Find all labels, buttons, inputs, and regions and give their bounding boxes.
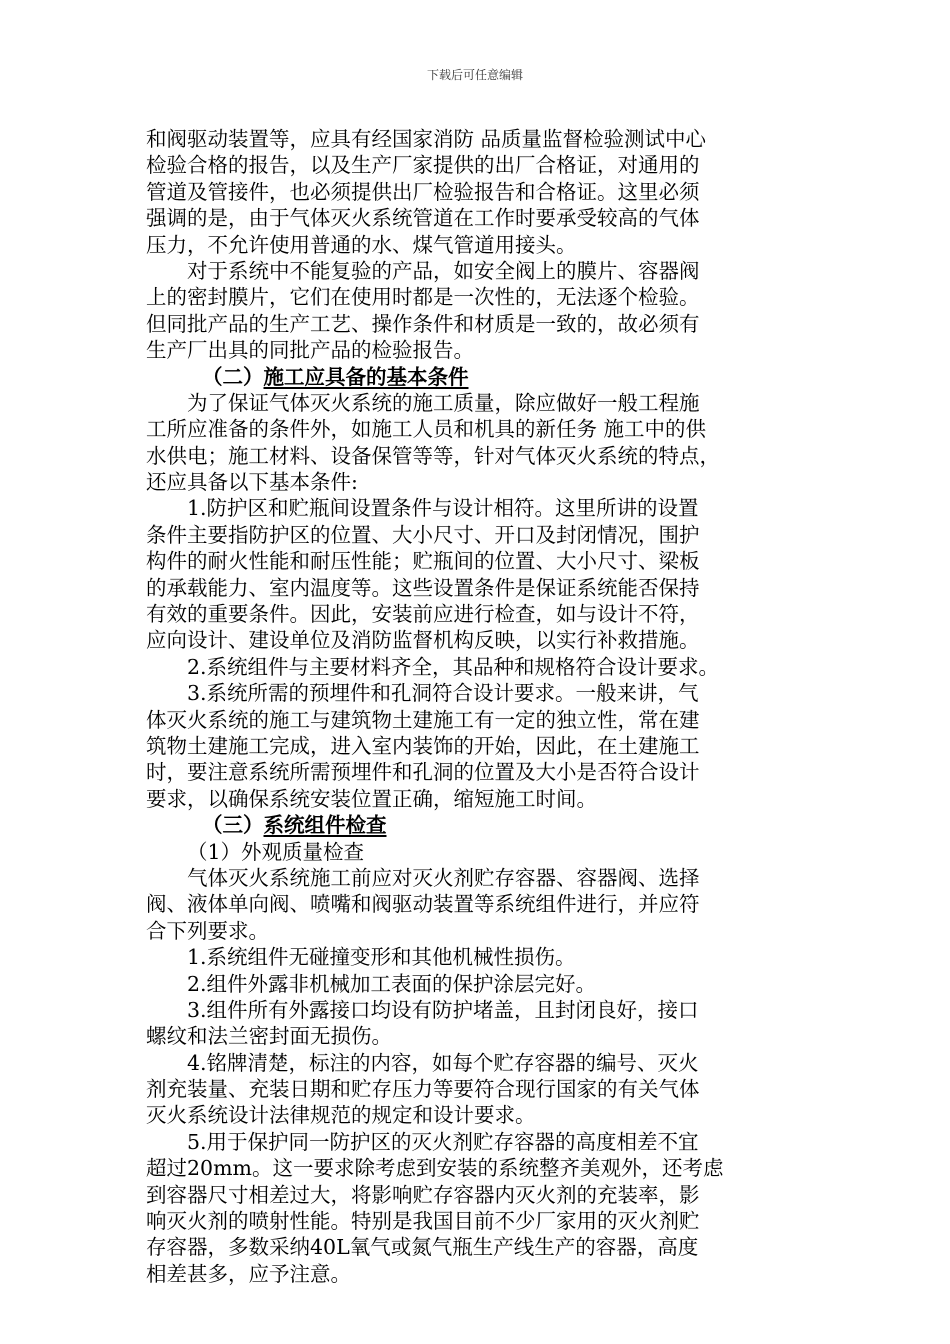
text-line: 5.用于保护同一防护区的灭火剂贮存容器的高度相差不宜 [187,1129,699,1154]
text-line: 对于系统中不能复验的产品，如安全阀上的膜片、容器阀 [187,258,700,283]
section-number: （二） [202,364,264,389]
text-line: 压力，不允许使用普通的水、煤气管道用接头。 [146,232,577,257]
text-line: 和阀驱动装置等，应具有经国家消防 品质量监督检验测试中心 [146,127,707,151]
text-line: 为了保证气体灭火系统的施工质量，除应做好一般工程施 [187,390,700,415]
text-line: 4.铭牌清楚，标注的内容，如每个贮存容器的编号、灭火 [187,1050,699,1075]
section-heading-2 [146,364,808,390]
document-body [146,126,808,1287]
text-line: 的承载能力、室内温度等。这些设置条件是保证系统能否保持 [146,575,700,600]
text-line: 阀、液体单向阀、喷嘴和阀驱动装置等系统组件进行，并应符 [146,892,700,917]
text-line: 生产厂出具的同批产品的检验报告。 [146,338,474,363]
text-line: （1）外观质量检查 [187,839,365,864]
text-line: 应向设计、建设单位及消防监督机构反映，以实行补救措施。 [146,628,700,653]
text-line: 但同批产品的生产工艺、操作条件和材质是一致的，故必须有 [146,311,700,336]
text-line: 体灭火系统的施工与建筑物土建施工有一定的独立性，常在建 [146,707,700,732]
section-title: 施工应具备的基本条件 [263,364,469,389]
text-line: 合下列要求。 [146,918,269,943]
text-line: 响灭火剂的喷射性能。特别是我国目前不少厂家用的灭火剂贮 [146,1209,700,1234]
text-line: 3.组件所有外露接口均设有防护堵盖，且封闭良好，接口 [187,997,699,1022]
text-line: 气体灭火系统施工前应对灭火剂贮存容器、容器阀、选择 [187,865,700,890]
text-line: 灭火系统设计法律规范的规定和设计要求。 [146,1103,536,1128]
text-line: 筑物土建施工完成，进入室内装饰的开始，因此，在土建施工 [146,733,700,758]
text-line: 2.组件外露非机械加工表面的保护涂层完好。 [187,971,597,996]
text-line: 相差甚多，应予注意。 [146,1261,351,1286]
page-header: 下载后可任意编辑 [426,68,523,82]
section-heading-3 [146,812,808,838]
section-number: （三） [202,813,264,838]
text-line: 存容器，多数采纳40L氧气或氮气瓶生产线生产的容器，高度 [146,1235,699,1260]
text-line: 2.系统组件与主要材料齐全，其品种和规格符合设计要求。 [187,654,720,679]
text-line: 1.系统组件无碰撞变形和其他机械性损伤。 [187,945,576,970]
text-line: 工所应准备的条件外，如施工人员和机具的新任务 施工中的供 [146,417,707,442]
text-line: 管道及管接件，也必须提供出厂检验报告和合格证。这里必须 [146,179,700,204]
section-title: 系统组件检查 [263,813,387,838]
text-line: 要求，以确保系统安装位置正确，缩短施工时间。 [146,786,597,811]
text-line: 有效的重要条件。因此，安装前应进行检查，如与设计不符， [146,602,700,627]
text-line: 1.防护区和贮瓶间设置条件与设计相符。这里所讲的设置 [187,496,699,521]
text-line: 上的密封膜片，它们在使用时都是一次性的，无法逐个检验。 [146,285,700,310]
text-line: 还应具备以下基本条件: [146,470,358,495]
text-line: 剂充装量、充装日期和贮存压力等要符合现行国家的有关气体 [146,1077,700,1102]
text-line: 强调的是，由于气体灭火系统管道在工作时要承受较高的气体 [146,206,700,231]
text-line: 到容器尺寸相差过大，将影响贮存容器内灭火剂的充装率，影 [146,1182,700,1207]
text-line: 超过20mm。这一要求除考虑到安装的系统整齐美观外，还考虑 [146,1156,724,1181]
text-line: 螺纹和法兰密封面无损伤。 [146,1024,392,1049]
text-line: 构件的耐火性能和耐压性能；贮瓶间的位置、大小尺寸、梁板 [146,549,700,574]
text-line: 3.系统所需的预埋件和孔洞符合设计要求。一般来讲，气 [187,681,699,706]
text-line: 水供电；施工材料、设备保管等等，针对气体灭火系统的特点， [146,443,720,468]
text-line: 条件主要指防护区的位置、大小尺寸、开口及封闭情况，围护 [146,522,700,547]
text-line: 时，要注意系统所需预埋件和孔洞的位置及大小是否符合设计 [146,760,700,785]
text-line: 检验合格的报告，以及生产厂家提供的出厂合格证，对通用的 [146,153,700,178]
